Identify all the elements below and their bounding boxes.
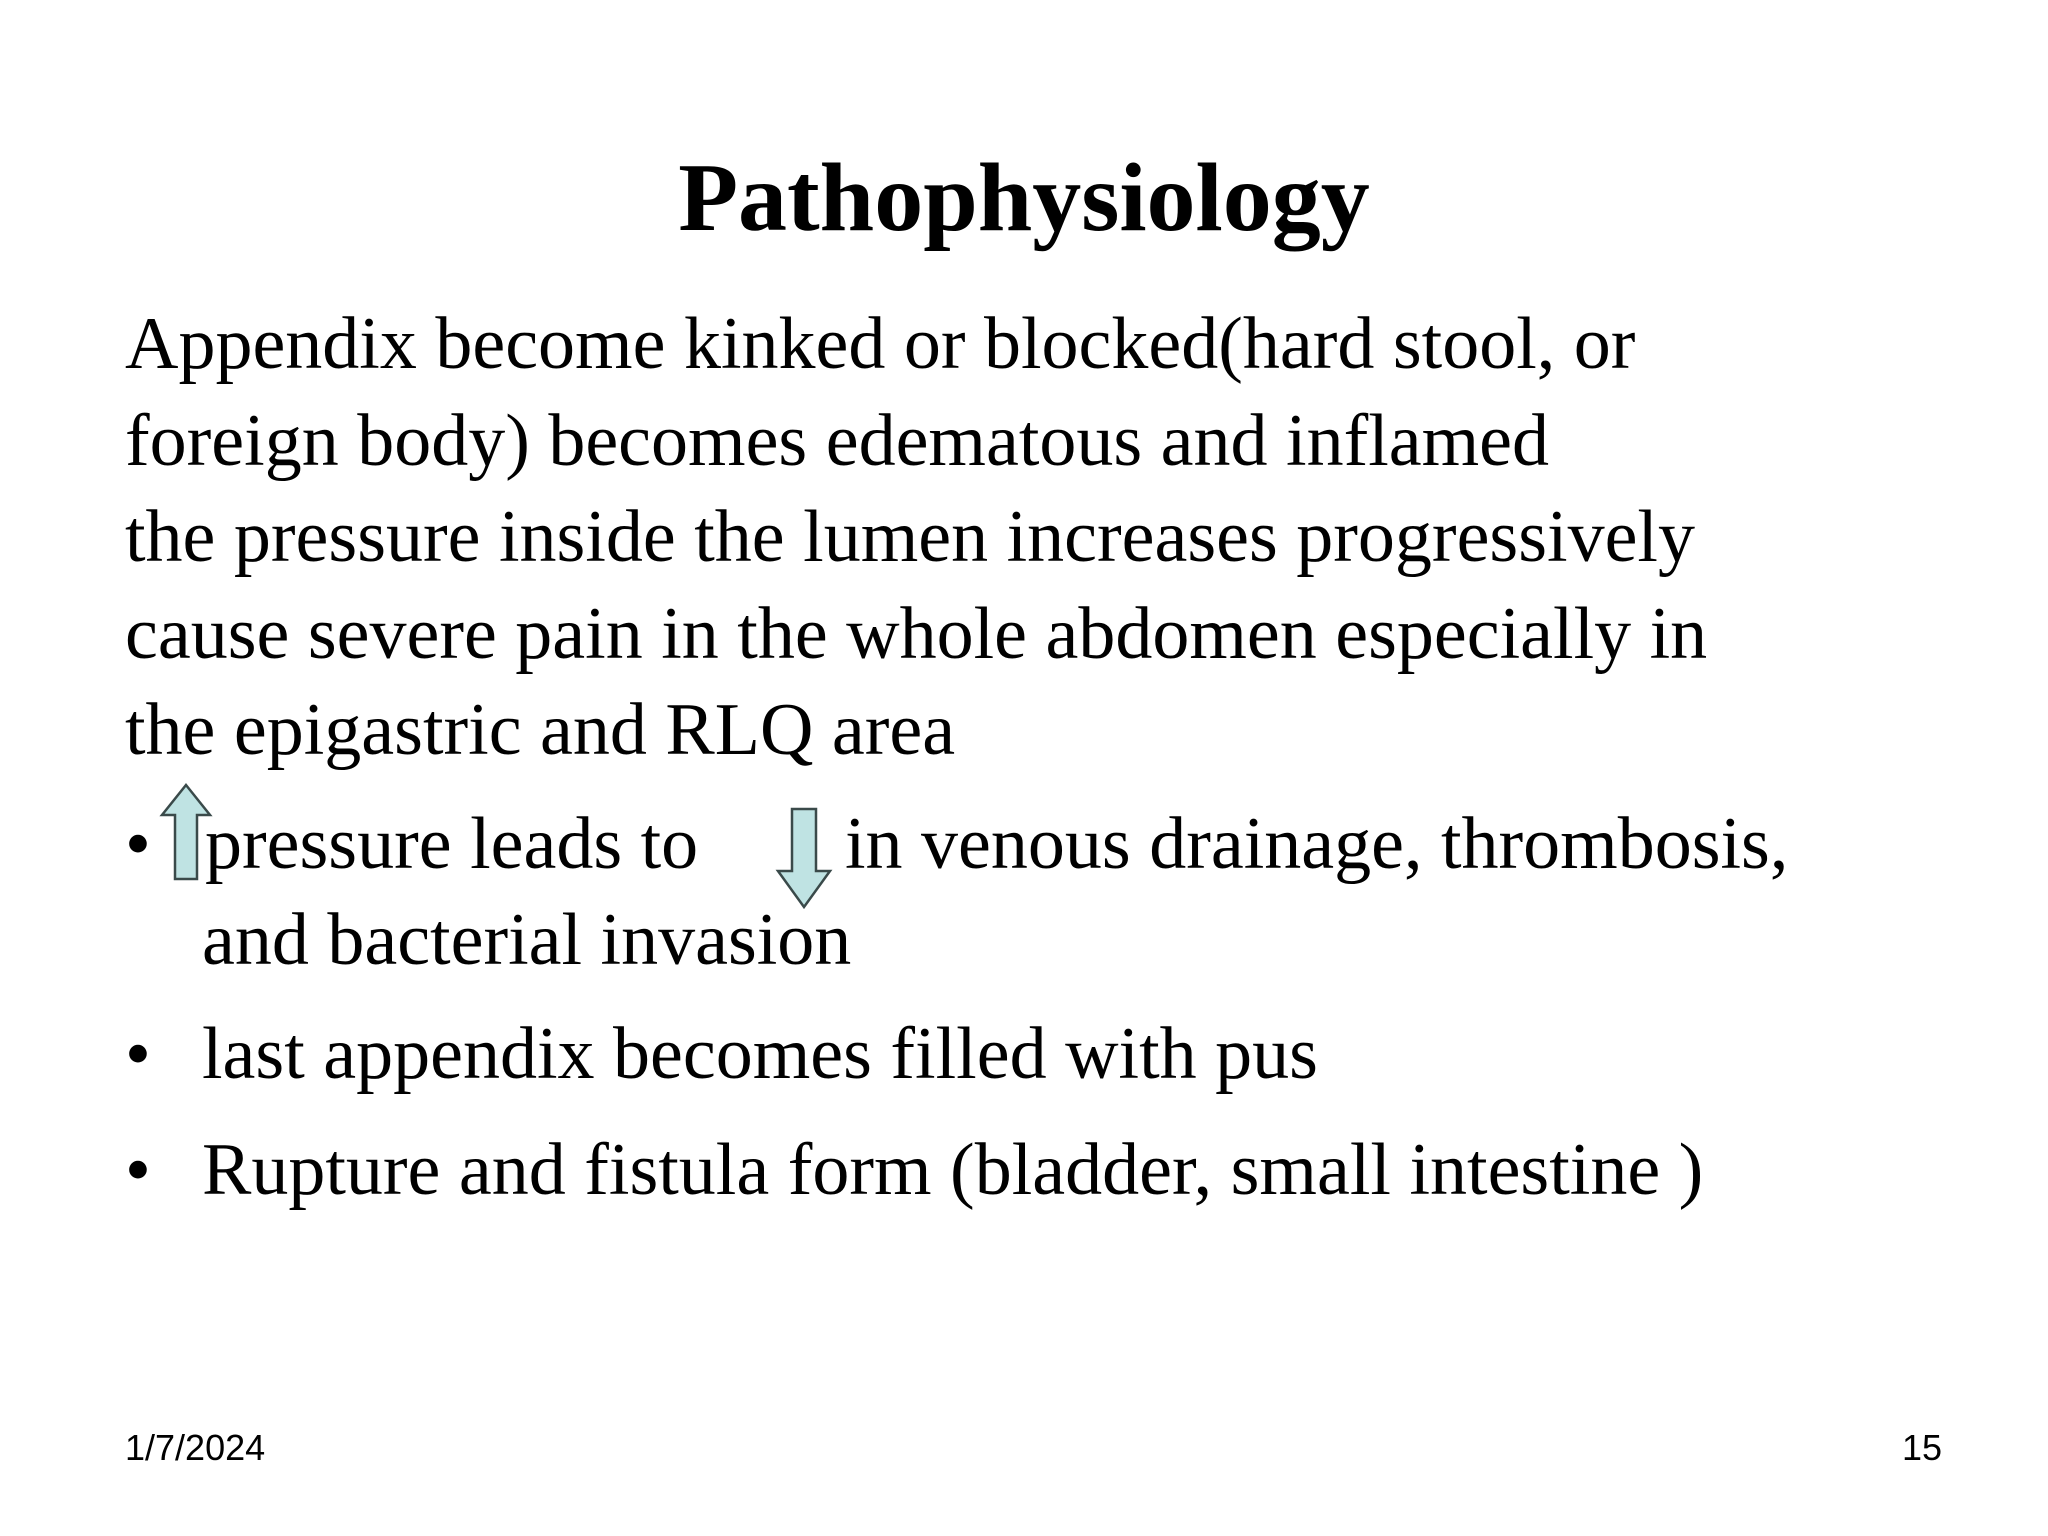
bullet-marker: • xyxy=(125,803,151,885)
paragraph-line: the pressure inside the lumen increases progressively xyxy=(125,496,1695,578)
bullet-text: Rupture and fistula form (bladder, small intestine ) xyxy=(202,1129,1704,1211)
paragraph-line: foreign body) becomes edematous and inflamed xyxy=(125,399,1550,482)
bullet-text-continuation: and bacterial invasion xyxy=(202,899,852,981)
bullet-text-part-a: pressure leads to xyxy=(205,803,699,885)
intro-paragraph xyxy=(125,296,1965,779)
bullet-marker: • xyxy=(125,1013,151,1095)
footer-date: 1/7/2024 xyxy=(125,1427,266,1468)
page-number: 15 xyxy=(1901,1427,1942,1468)
paragraph-line: cause severe pain in the whole abdomen especially in xyxy=(125,592,1708,675)
bullet-text-part-b: in venous drainage, thrombosis, xyxy=(845,803,1789,885)
slide-title: Pathophysiology xyxy=(678,144,1370,252)
bullet-marker: • xyxy=(125,1129,151,1211)
paragraph-line: the epigastric and RLQ area xyxy=(125,689,956,771)
paragraph-line: Appendix become kinked or blocked(hard stool, or xyxy=(125,303,1636,385)
bullet-text: last appendix becomes filled with pus xyxy=(202,1013,1318,1095)
